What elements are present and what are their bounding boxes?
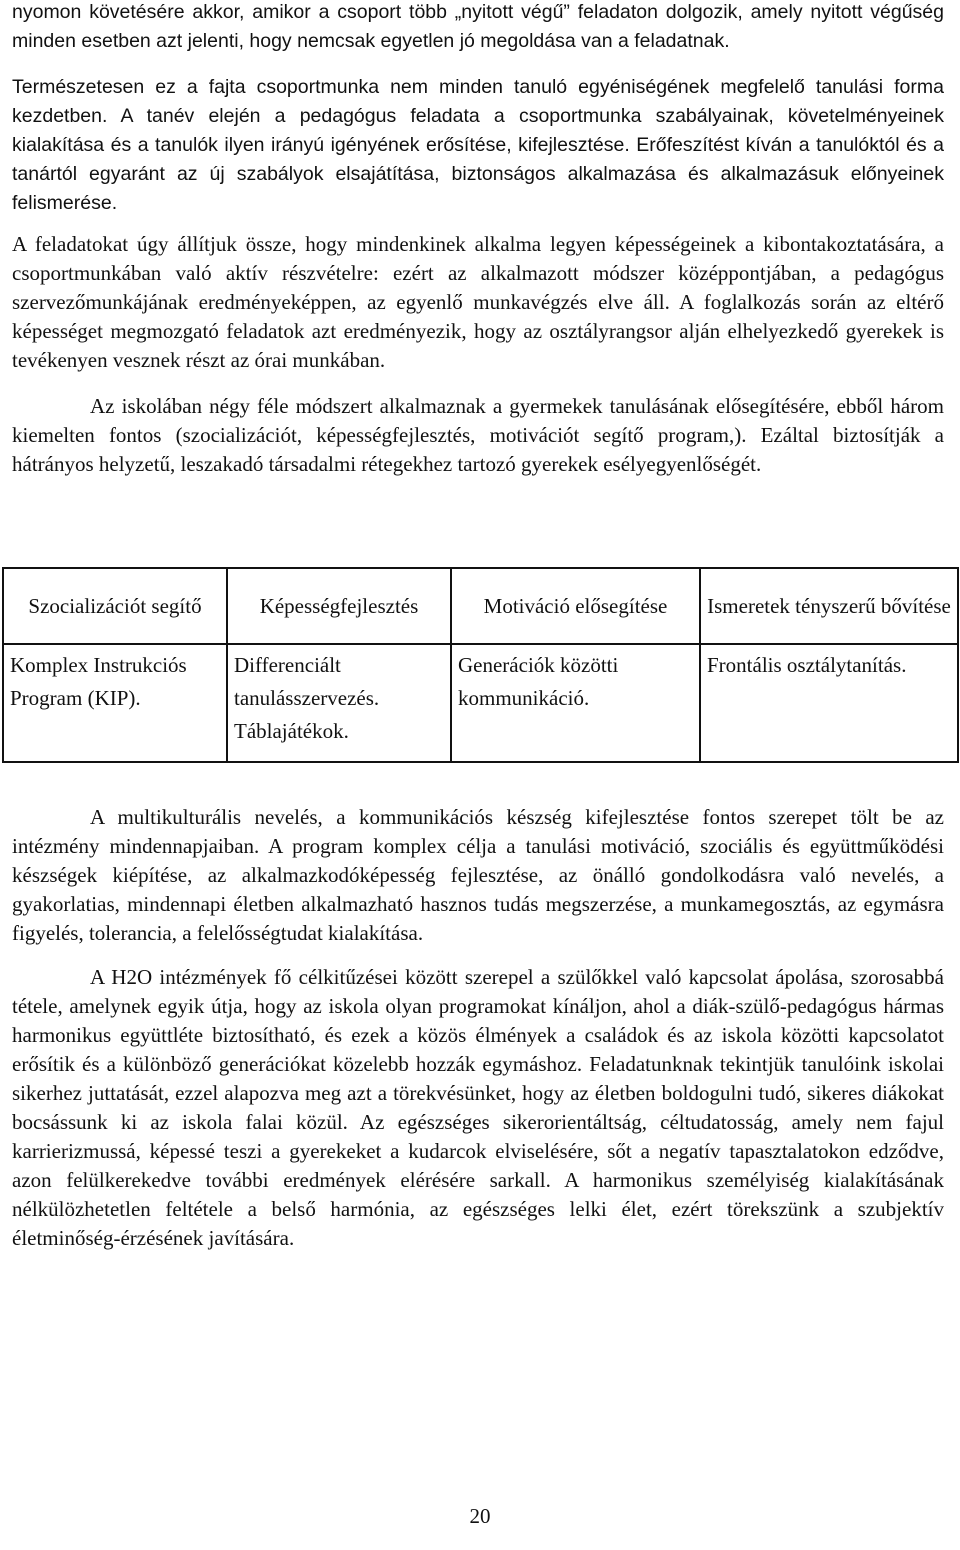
paragraph-group-work-rules: Természetesen ez a fajta csoportmunka nem minden tanuló egyéniségének megfelelő tanulási forma kezdetben. A tanév elején a pedagógus feladata a csoportmunka szabályainak, követelményeinek kialakítása és a tanulók ilyen irányú igényének erősítése, kifejlesztése. Erőfeszítést kíván a tanulóktól és a tanártól egyaránt az új szabályok elsajátítása, biztonságos alkalmazása és alkalmazásuk előnyeinek felismerése. bbox=[12, 76, 944, 214]
upper-text-block bbox=[12, 0, 944, 479]
paragraph-four-methods: Az iskolában négy féle módszert alkalmaznak a gyermekek tanulásának elősegítésére, ebből három kiemelten fontos (szocializációt, képességfejlesztés, motivációt segítő program,). Ezáltal biztosítják a hátrányos helyzetű, leszakadó társadalmi rétegekhez tartozó gyerekek esélyegyenlőségét. bbox=[12, 394, 944, 476]
paragraph-h2o-goals: A H2O intézmények fő célkitűzései között szerepel a szülőkkel való kapcsolat ápolása, szorosabbá tétele, amelynek egyik útja, hogy az iskola olyan programokat kínáljon, ahol a diák-szülő-pedagógus hármas harmonikus együttléte biztosítható, és ezek a közös élmények a családok és az iskola közötti kapcsolatot erősítik és a különböző generációkat közelebb hozzák egymáshoz. Feladatunknak tekintjük tanulóink iskolai sikerhez juttatását, ezzel alapozva meg azt a törekvésünket, hogy az életben boldogulni tudó, sikeres diákokat bocsássunk ki az iskola falai közül. Az egészséges sikerorientáltság, céltudatosság, amely nem fajul karrierizmussá, képessé teszi a gyerekeket a kudarcok elviselésére, sőt a negatív tapasztalatokon edződve, azon felülkerekedve további eredmények elérésére sarkall. A harmonikus személyiség kialakításának nélkülözhetetlen feltétele a belső harmónia, az egészséges lelki élet, ezért törekszünk a szubjektív életminőség-érzésének javítására. bbox=[12, 965, 944, 1250]
page-number: 20 bbox=[469, 1504, 491, 1528]
table-header-cell: Képességfejlesztés bbox=[227, 568, 451, 644]
paragraph-task-design: A feladatokat úgy állítjuk össze, hogy mindenkinek alkalma legyen képességeinek a kibontakoztatására, a csoportmunkában való aktív részvételre: ezért az alkalmazott módszer középpontjában, a pedagógus szervezőmunkájának eredményeképpen, az egyenlő munkavégzés elve áll. A foglalkozás során az eltérő képességet megmozgató feladatok azt eredményezik, hogy az osztályrangsor alján elhelyezkedő gyerekek is tevékenyen vesznek részt az órai munkában. bbox=[12, 232, 944, 372]
table-header-cell: Motiváció elősegítése bbox=[451, 568, 700, 644]
table-header-cell: Szocializációt segítő bbox=[3, 568, 227, 644]
lower-text-block bbox=[12, 803, 944, 1253]
table-cell: Frontális osztálytanítás. bbox=[700, 644, 958, 762]
table-cell: Komplex Instrukciós Program (KIP). bbox=[3, 644, 227, 762]
table-row bbox=[3, 644, 958, 762]
table-header-row bbox=[3, 568, 958, 644]
paragraph-multicultural-education: A multikulturális nevelés, a kommunikációs készség kifejlesztése fontos szerepet tölt be az intézmény mindennapjaiban. A program komplex célja a tanulási motiváció, szociális és együttműködési készségek kiépítése, az alkalmazkodóképesség fejlesztése, az önálló gondolkodásra való nevelés, a gyakorlatias, mindennapi életben alkalmazható hasznos tudás megszerzése, a munkamegosztás, az egymásra figyelés, tolerancia, a felelősségtudat kialakítása. bbox=[12, 805, 944, 945]
table-header-cell: Ismeretek tényszerű bővítése bbox=[700, 568, 958, 644]
paragraph-group-work-open-ended: nyomon követésére akkor, amikor a csoport több „nyitott végű” feladaton dolgozik, amely nyitott végűség minden esetben azt jelenti, hogy nemcsak egyetlen jó megoldása van a feladatnak. bbox=[12, 1, 944, 52]
table-cell: Generációk közötti kommunikáció. bbox=[451, 644, 700, 762]
methods-table bbox=[2, 567, 959, 763]
table-cell: Differenciált tanulásszervezés. Táblajátékok. bbox=[227, 644, 451, 762]
